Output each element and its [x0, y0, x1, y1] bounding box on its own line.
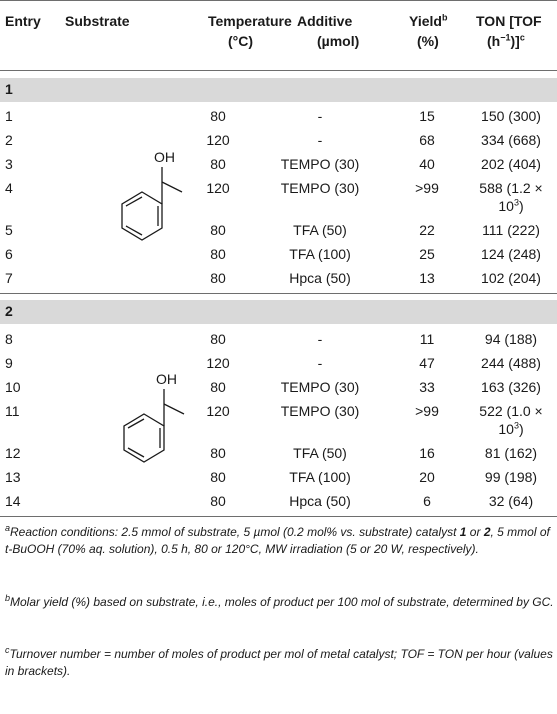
header-temperature-unit: (°C) — [228, 33, 254, 49]
cell-additive: - — [317, 132, 323, 148]
cell-additive: TFA (50) — [293, 445, 347, 461]
cell-temperature: 80 — [210, 331, 226, 347]
cell-yield: >99 — [415, 403, 439, 419]
cell-additive: Hpca (50) — [289, 270, 351, 286]
footnote-c-mark: c — [5, 645, 10, 655]
cell-temperature: 80 — [210, 469, 226, 485]
cell-ton: 244 (488) — [481, 355, 541, 371]
cell-temperature: 120 — [206, 355, 230, 371]
oh-label: OH — [154, 149, 175, 165]
cell-additive: TFA (50) — [293, 222, 347, 238]
cell-yield: 68 — [419, 132, 435, 148]
cell-entry: 6 — [5, 246, 13, 262]
top-rule — [0, 0, 557, 1]
cell-ton: 81 (162) — [484, 445, 538, 461]
cell-ton-line2 — [456, 197, 557, 215]
cell-additive: - — [317, 355, 323, 371]
ton-close: ) — [518, 421, 524, 437]
cell-ton: 124 (248) — [481, 246, 541, 262]
header-ton-unit-exp: −1 — [500, 32, 511, 43]
cell-temperature: 80 — [210, 156, 226, 172]
header-yield-label: Yield — [409, 13, 442, 29]
cell-ton: 32 (64) — [488, 493, 534, 509]
section-label-1: 1 — [5, 81, 13, 97]
cell-entry: 3 — [5, 156, 13, 172]
header-yield-unit: (%) — [417, 33, 439, 49]
cell-entry: 7 — [5, 270, 13, 286]
header-ton: TON [TOF — [476, 13, 542, 29]
header-ton-unit-close: )] — [510, 33, 520, 49]
cell-ton: 588 (1.2 × — [479, 180, 543, 196]
header-additive: Additive — [297, 13, 353, 29]
footnote-c-text: Turnover number = number of moles of product per mol of metal catalyst; TOF = TON per hour (values in brackets). — [5, 647, 553, 678]
footnote-a-text3: , 5 mmol of t-BuOOH (70% aq. solution), 0.5 h, 80 or 120°C, MW irradiation (5 or 20 W, respectively). — [5, 525, 550, 556]
cell-entry: 13 — [5, 469, 21, 485]
section-label-2: 2 — [5, 303, 13, 319]
cell-ton: 102 (204) — [481, 270, 541, 286]
footnote-a-text1: Reaction conditions: 2.5 mmol of substrate, 5 µmol (0.2 mol% vs. substrate) catalyst — [10, 525, 460, 539]
cell-yield: >99 — [415, 180, 439, 196]
cell-additive: TEMPO (30) — [280, 379, 360, 395]
footnote-mark-b: b — [441, 12, 448, 23]
cell-temperature: 80 — [210, 445, 226, 461]
cell-yield: 20 — [419, 469, 435, 485]
header-additive-unit: (µmol) — [317, 33, 360, 49]
section-band-2 — [0, 300, 557, 324]
substrate-structure-2 — [112, 362, 202, 477]
cell-additive: TFA (100) — [289, 246, 351, 262]
cell-temperature: 80 — [210, 379, 226, 395]
cell-ton: 334 (668) — [481, 132, 541, 148]
footnote-a-text2: or — [466, 525, 484, 539]
cell-entry: 11 — [5, 403, 20, 419]
cell-entry: 5 — [5, 222, 13, 238]
footnote-a-catalyst-1: 1 — [459, 525, 467, 539]
substrate-structure-1 — [110, 140, 200, 255]
cell-temperature: 120 — [206, 132, 230, 148]
cell-additive: TFA (100) — [289, 469, 351, 485]
header-ton-unit-open: (h — [487, 33, 501, 49]
header-yield — [409, 12, 447, 31]
cell-yield: 13 — [419, 270, 435, 286]
cell-temperature: 80 — [210, 270, 226, 286]
header-ton-unit — [487, 32, 525, 51]
ton-base: 10 — [498, 198, 514, 214]
section-rule — [0, 293, 557, 294]
cell-entry: 4 — [5, 180, 13, 196]
section-band-1 — [0, 78, 557, 102]
cell-entry: 2 — [5, 132, 13, 148]
oh-label: OH — [156, 371, 177, 387]
cell-ton: 150 (300) — [481, 108, 541, 124]
cell-entry: 14 — [5, 493, 21, 509]
cell-ton: 99 (198) — [484, 469, 538, 485]
cell-additive: Hpca (50) — [289, 493, 351, 509]
cell-ton: 111 (222) — [482, 222, 540, 238]
cell-yield: 22 — [419, 222, 435, 238]
header-substrate: Substrate — [65, 13, 130, 29]
header-rule — [0, 70, 557, 71]
cell-additive: - — [317, 331, 323, 347]
cell-temperature: 80 — [210, 246, 226, 262]
cell-entry: 12 — [5, 445, 21, 461]
cell-temperature: 80 — [210, 108, 226, 124]
cell-yield: 33 — [419, 379, 435, 395]
bottom-rule — [0, 516, 557, 517]
ton-exponent: 3 — [513, 197, 519, 208]
cell-yield: 47 — [419, 355, 435, 371]
cell-ton: 202 (404) — [481, 156, 541, 172]
cell-additive: - — [317, 108, 323, 124]
cell-additive: TEMPO (30) — [280, 180, 360, 196]
footnote-a-catalyst-2: 2 — [483, 525, 491, 539]
cell-temperature: 120 — [206, 180, 230, 196]
cell-ton: 522 (1.0 × — [479, 403, 543, 419]
cell-additive: TEMPO (30) — [280, 156, 360, 172]
cell-ton: 163 (326) — [481, 379, 541, 395]
footnote-mark-c: c — [519, 32, 525, 43]
cell-yield: 15 — [419, 108, 435, 124]
header-entry: Entry — [5, 13, 41, 29]
cell-entry: 9 — [5, 355, 13, 371]
cell-yield: 40 — [419, 156, 435, 172]
header-temperature: Temperature — [208, 13, 292, 29]
footnote-b-mark: b — [5, 593, 11, 603]
cell-temperature: 80 — [210, 222, 226, 238]
cell-ton-line2 — [456, 420, 557, 438]
ton-base: 10 — [498, 421, 514, 437]
cell-entry: 10 — [5, 379, 21, 395]
footnote-a — [5, 524, 555, 558]
ton-exponent: 3 — [513, 420, 519, 431]
cell-ton: 94 (188) — [484, 331, 538, 347]
footnote-a-mark: a — [5, 523, 11, 533]
ton-close: ) — [518, 198, 524, 214]
cell-temperature: 120 — [206, 403, 230, 419]
cell-yield: 25 — [419, 246, 435, 262]
cell-entry: 1 — [5, 108, 13, 124]
cell-yield: 6 — [423, 493, 431, 509]
cell-yield: 16 — [419, 445, 435, 461]
footnote-b-text: Molar yield (%) based on substrate, i.e., moles of product per 100 mol of substrate, determined by GC. — [10, 595, 554, 609]
cell-yield: 11 — [419, 331, 435, 347]
footnote-c — [5, 646, 555, 680]
footnote-b — [5, 594, 555, 611]
cell-entry: 8 — [5, 331, 13, 347]
cell-additive: TEMPO (30) — [280, 403, 360, 419]
cell-temperature: 80 — [210, 493, 226, 509]
